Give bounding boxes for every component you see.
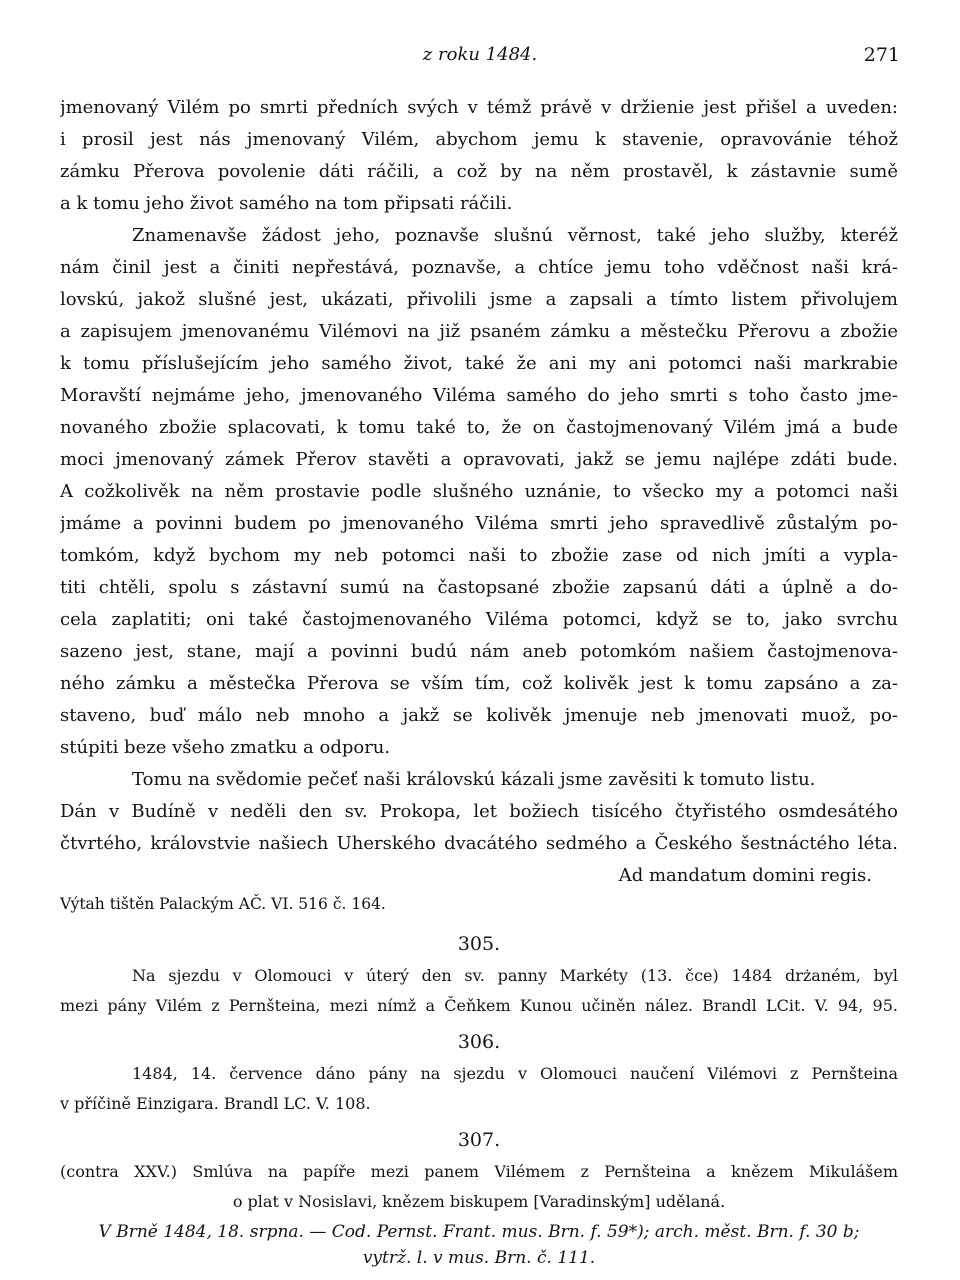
body-line: ného zámku a městečka Přerova se vším tím, což kolivěk jest k tomu zapsáno a za- bbox=[60, 673, 898, 694]
source-note: Výtah tištěn Palackým AČ. VI. 516 č. 164. bbox=[60, 895, 386, 913]
body-line: nám činil jest a činiti nepřestává, poznavše, a chtíce jemu toho vděčnost naši krá- bbox=[60, 257, 898, 278]
entry-number: 307. bbox=[457, 1129, 501, 1151]
body-line: titi chtěli, spolu s zástavní sumú na častopsané zbožie zapsanú dáti a úplně a do- bbox=[60, 577, 898, 598]
body-line: jmáme a povinni budem po jmenovaného Viléma smrti jeho spravedlivě zůstalým po- bbox=[60, 513, 898, 534]
body-line: Moravští nejmáme jeho, jmenovaného Viléma samého do jeho smrti s toho často jme- bbox=[60, 385, 898, 406]
entry-number: 306. bbox=[457, 1031, 501, 1053]
body-line: stúpiti beze všeho zmatku a odporu. bbox=[60, 737, 391, 758]
entry-line: mezi pány Vilém z Pernšteina, mezi nímž a Čeňkem Kunou učiněn nález. Brandl LCit. V. 94, 95. bbox=[60, 996, 898, 1015]
source-citation: vytrž. l. v mus. Brn. č. 111. bbox=[362, 1248, 596, 1268]
entry-line: Na sjezdu v Olomouci v úterý den sv. panny Markéty (13. čce) 1484 drżaném, byl bbox=[132, 966, 898, 985]
body-line: sazeno jest, stane, mají a povinni budú nám aneb potomkóm našiem častojmenova- bbox=[60, 641, 898, 662]
entry-number: 305. bbox=[457, 933, 501, 955]
body-line: Tomu na svědomie pečeť naši královskú kázali jsme zavěsiti k tomuto listu. bbox=[132, 769, 816, 790]
body-line: a zapisujem jmenovanému Vilémovi na již psaném zámku a městečku Přerovu a zbožie bbox=[60, 321, 898, 342]
body-line: tomkóm, když bychom my neb potomci naši to zbožie zase od nich jmíti a vypla- bbox=[60, 545, 898, 566]
entry-line: v příčině Einzigara. Brandl LC. V. 108. bbox=[60, 1094, 371, 1113]
body-line: i prosil jest nás jmenovaný Vilém, abychom jemu k stavenie, opravovánie téhož bbox=[60, 129, 898, 150]
body-line: zámku Přerova povolenie dáti ráčili, a což by na něm prostavěl, k zástavnie sumě bbox=[60, 161, 898, 182]
body-line: lovskú, jakož slušné jest, ukázati, přivolili jsme a zapsali a tímto listem přivolujem bbox=[60, 289, 898, 310]
body-line: jmenovaný Vilém po smrti předních svých v témž právě v držienie jest přišel a uveden: bbox=[60, 97, 898, 118]
body-line: cela zaplatiti; oni také častojmenovaného Viléma potomci, když se to, jako svrchu bbox=[60, 609, 898, 630]
entry-line: (contra XXV.) Smlúva na papíře mezi panem Vilémem z Pernšteina a knězem Mikulášem bbox=[60, 1162, 898, 1181]
entry-line: o plat v Nosislavi, knězem biskupem [Varadinským] udělaná. bbox=[232, 1192, 726, 1211]
body-line: a k tomu jeho život samého na tom připsati ráčili. bbox=[60, 193, 513, 214]
body-line: čtvrtého, královstvie našiech Uherského dvacátého sedmého a Českého šestnáctého léta. bbox=[60, 833, 898, 854]
body-line: moci jmenovaný zámek Přerov stavěti a opravovati, jakž se jemu najlépe zdáti bude. bbox=[60, 449, 898, 470]
running-title: z roku 1484. bbox=[422, 44, 538, 65]
body-line: k tomu příslušejícím jeho samého život, také že ani my ani potomci naši markrabie bbox=[60, 353, 898, 374]
body-line: Znamenavše žádost jeho, poznavše slušnú věrnost, také jeho služby, kteréž bbox=[132, 225, 898, 246]
source-citation: V Brně 1484, 18. srpna. — Cod. Pernst. Frant. mus. Brn. f. 59*); arch. měst. Brn. f. 30 b; bbox=[98, 1222, 860, 1242]
entry-line: 1484, 14. července dáno pány na sjezdu v Olomouci naučení Vilémovi z Pernšteina bbox=[132, 1064, 898, 1083]
signature-line: Ad mandatum domini regis. bbox=[618, 865, 872, 886]
body-line: novaného zbožie splacovati, k tomu také to, že on častojmenovaný Vilém jmá a bude bbox=[60, 417, 898, 438]
page-header bbox=[60, 44, 900, 74]
body-line: A cožkolivěk na něm prostavie podle slušného uznánie, to všecko my a potomci naši bbox=[60, 481, 898, 502]
body-line: Dán v Budíně v neděli den sv. Prokopa, let božiech tisícého čtyřistého osmdesátého bbox=[60, 801, 898, 822]
body-line: staveno, buď málo neb mnoho a jakž se kolivěk jmenuje neb jmenovati muož, po- bbox=[60, 705, 898, 726]
page-number: 271 bbox=[863, 44, 900, 66]
